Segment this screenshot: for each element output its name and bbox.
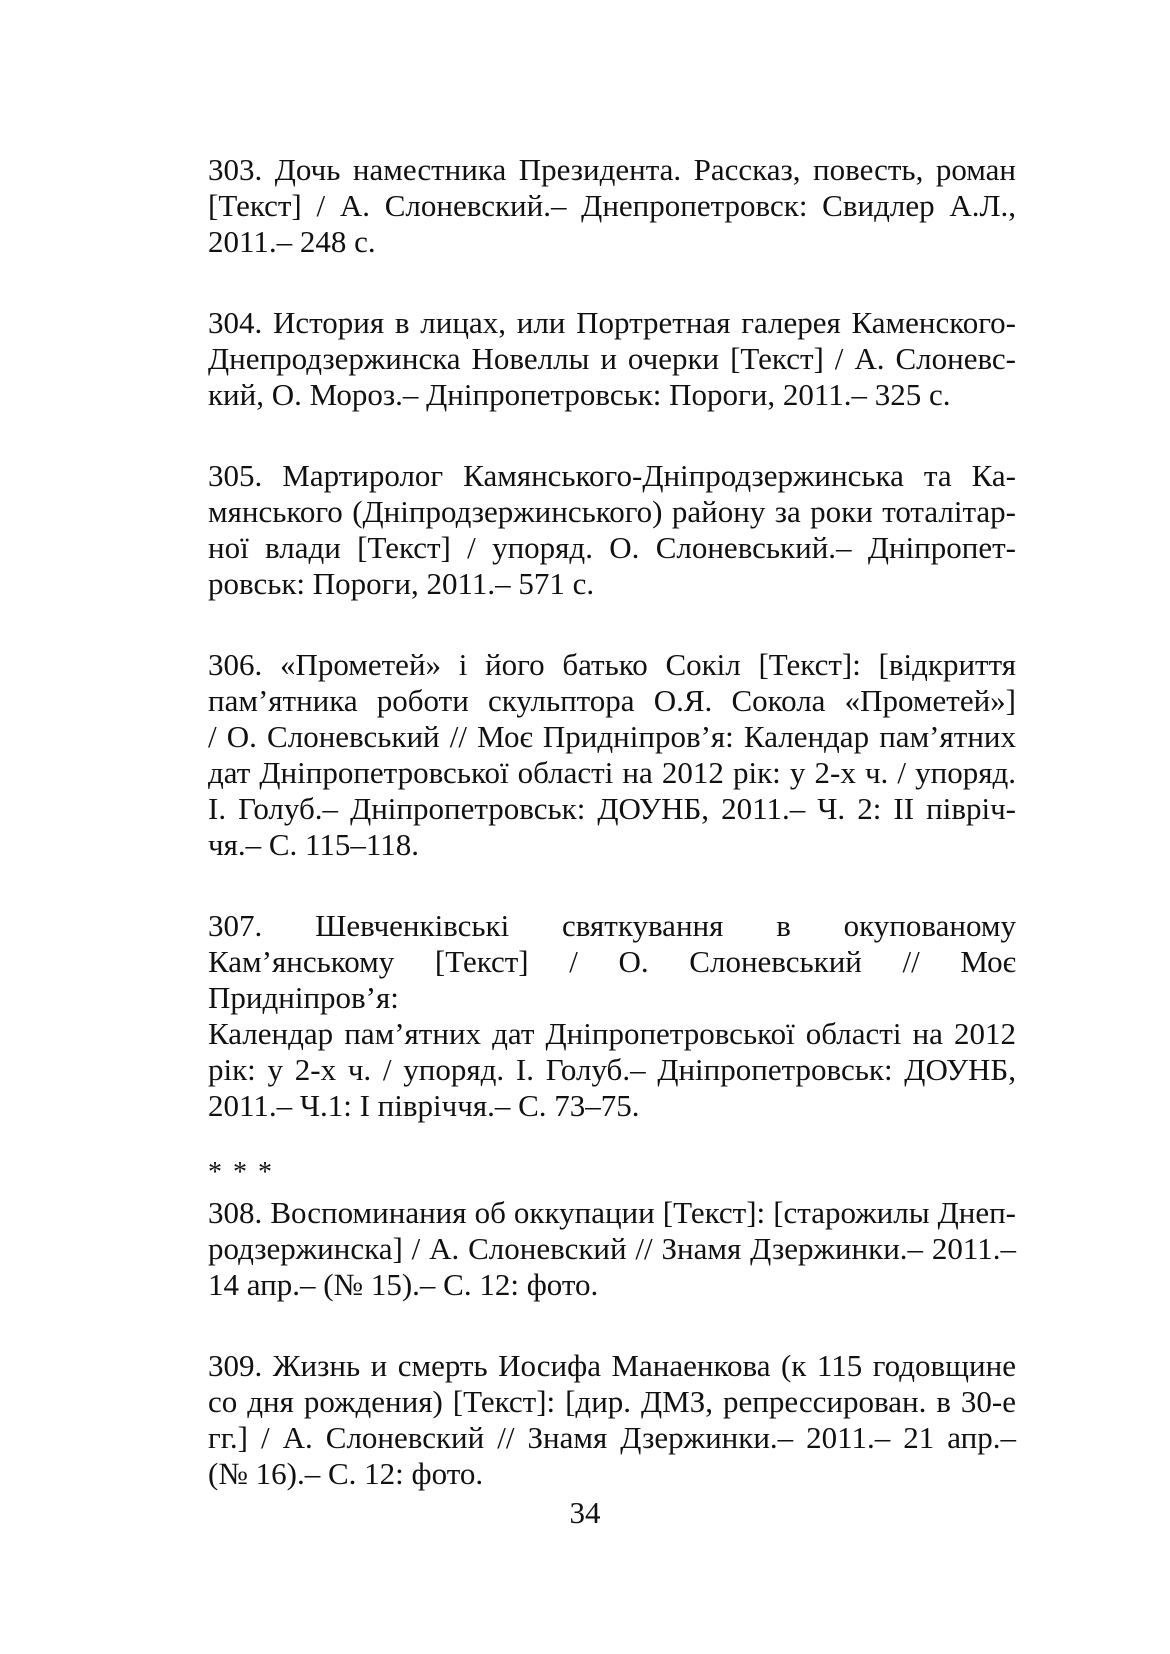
entry-line: чя.– С. 115–118. xyxy=(208,827,419,862)
entry-line: кий, О. Мороз.– Дніпропетровськ: Пороги, 2011.– 325 с. xyxy=(208,377,951,412)
entry-line: (№ 16).– С. 12: фото. xyxy=(208,1456,484,1491)
entry-line: 2011.– 248 с. xyxy=(208,224,376,259)
entry-line: 14 апр.– (№ 15).– С. 12: фото. xyxy=(208,1267,599,1302)
entry-line: ровськ: Пороги, 2011.– 571 с. xyxy=(208,566,595,601)
entry-line: Днепродзержинска Новеллы и очерки [Текст] / А. Слоневс- xyxy=(208,341,1016,376)
bibliography-entry-308 xyxy=(208,1195,1016,1303)
entry-line: мянського (Дніпродзержинського) району за роки тоталітар- xyxy=(208,494,1016,529)
entry-line: 309. Жизнь и смерть Иосифа Манаенкова (к 115 годовщине xyxy=(208,1348,1016,1383)
entry-line: дат Дніпропетровської області на 2012 рік: у 2-х ч. / упоряд. xyxy=(208,755,1016,790)
entry-line: Кам’янському [Текст] / О. Слоневський // Моє Придніпров’я: xyxy=(208,944,1016,1015)
bibliography-entry-305 xyxy=(208,458,1016,602)
entry-line: рік: у 2-х ч. / упоряд. І. Голуб.– Дніпропетровськ: ДОУНБ, xyxy=(208,1052,1016,1087)
bibliography-entry-304 xyxy=(208,305,1016,413)
entry-line: / О. Слоневський // Моє Придніпров’я: Календар пам’ятних xyxy=(208,719,1016,754)
bibliography-list xyxy=(208,152,1016,1537)
entry-line: 305. Мартиролог Камянського-Дніпродзержинська та Ка- xyxy=(208,458,1016,493)
entry-line: 2011.– Ч.1: І півріччя.– С. 73–75. xyxy=(208,1088,640,1123)
entry-line: 307. Шевченківські святкування в окупованому xyxy=(208,908,1016,943)
entry-line: 303. Дочь наместника Президента. Рассказ, повесть, роман xyxy=(208,152,1016,187)
bibliography-entry-306 xyxy=(208,647,1016,863)
entry-line: гг.] / А. Слоневский // Знамя Дзержинки.– 2011.– 21 апр.– xyxy=(208,1420,1016,1455)
entry-line: ної влади [Текст] / упоряд. О. Слоневський.– Дніпропет- xyxy=(208,530,1016,565)
entry-line: со дня рождения) [Текст]: [дир. ДМЗ, репрессирован. в 30-е xyxy=(208,1384,1016,1419)
bibliography-entry-303 xyxy=(208,152,1016,260)
bibliography-entry-307 xyxy=(208,908,1016,1124)
entry-line: 304. История в лицах, или Портретная галерея Каменского- xyxy=(208,305,1016,340)
entry-line: 308. Воспоминания об оккупации [Текст]: [старожилы Днеп- xyxy=(208,1195,1016,1230)
section-separator: * * * xyxy=(208,1157,274,1188)
entry-line: родзержинска] / А. Слоневский // Знамя Дзержинки.– 2011.– xyxy=(208,1231,1016,1266)
entry-line: [Текст] / А. Слоневский.– Днепропетровск: Свидлер А.Л., xyxy=(208,188,1016,223)
entry-line: пам’ятника роботи скульптора О.Я. Сокола «Прометей»] xyxy=(208,683,1016,718)
page-number: 34 xyxy=(569,1495,601,1530)
bibliography-entry-309 xyxy=(208,1348,1016,1492)
entry-line: 306. «Прометей» і його батько Сокіл [Текст]: [відкриття xyxy=(208,647,1016,682)
entry-line: Календар пам’ятних дат Дніпропетровської області на 2012 xyxy=(208,1016,1016,1051)
entry-line: І. Голуб.– Дніпропетровськ: ДОУНБ, 2011.– Ч. 2: ІІ півріч- xyxy=(208,791,1016,826)
